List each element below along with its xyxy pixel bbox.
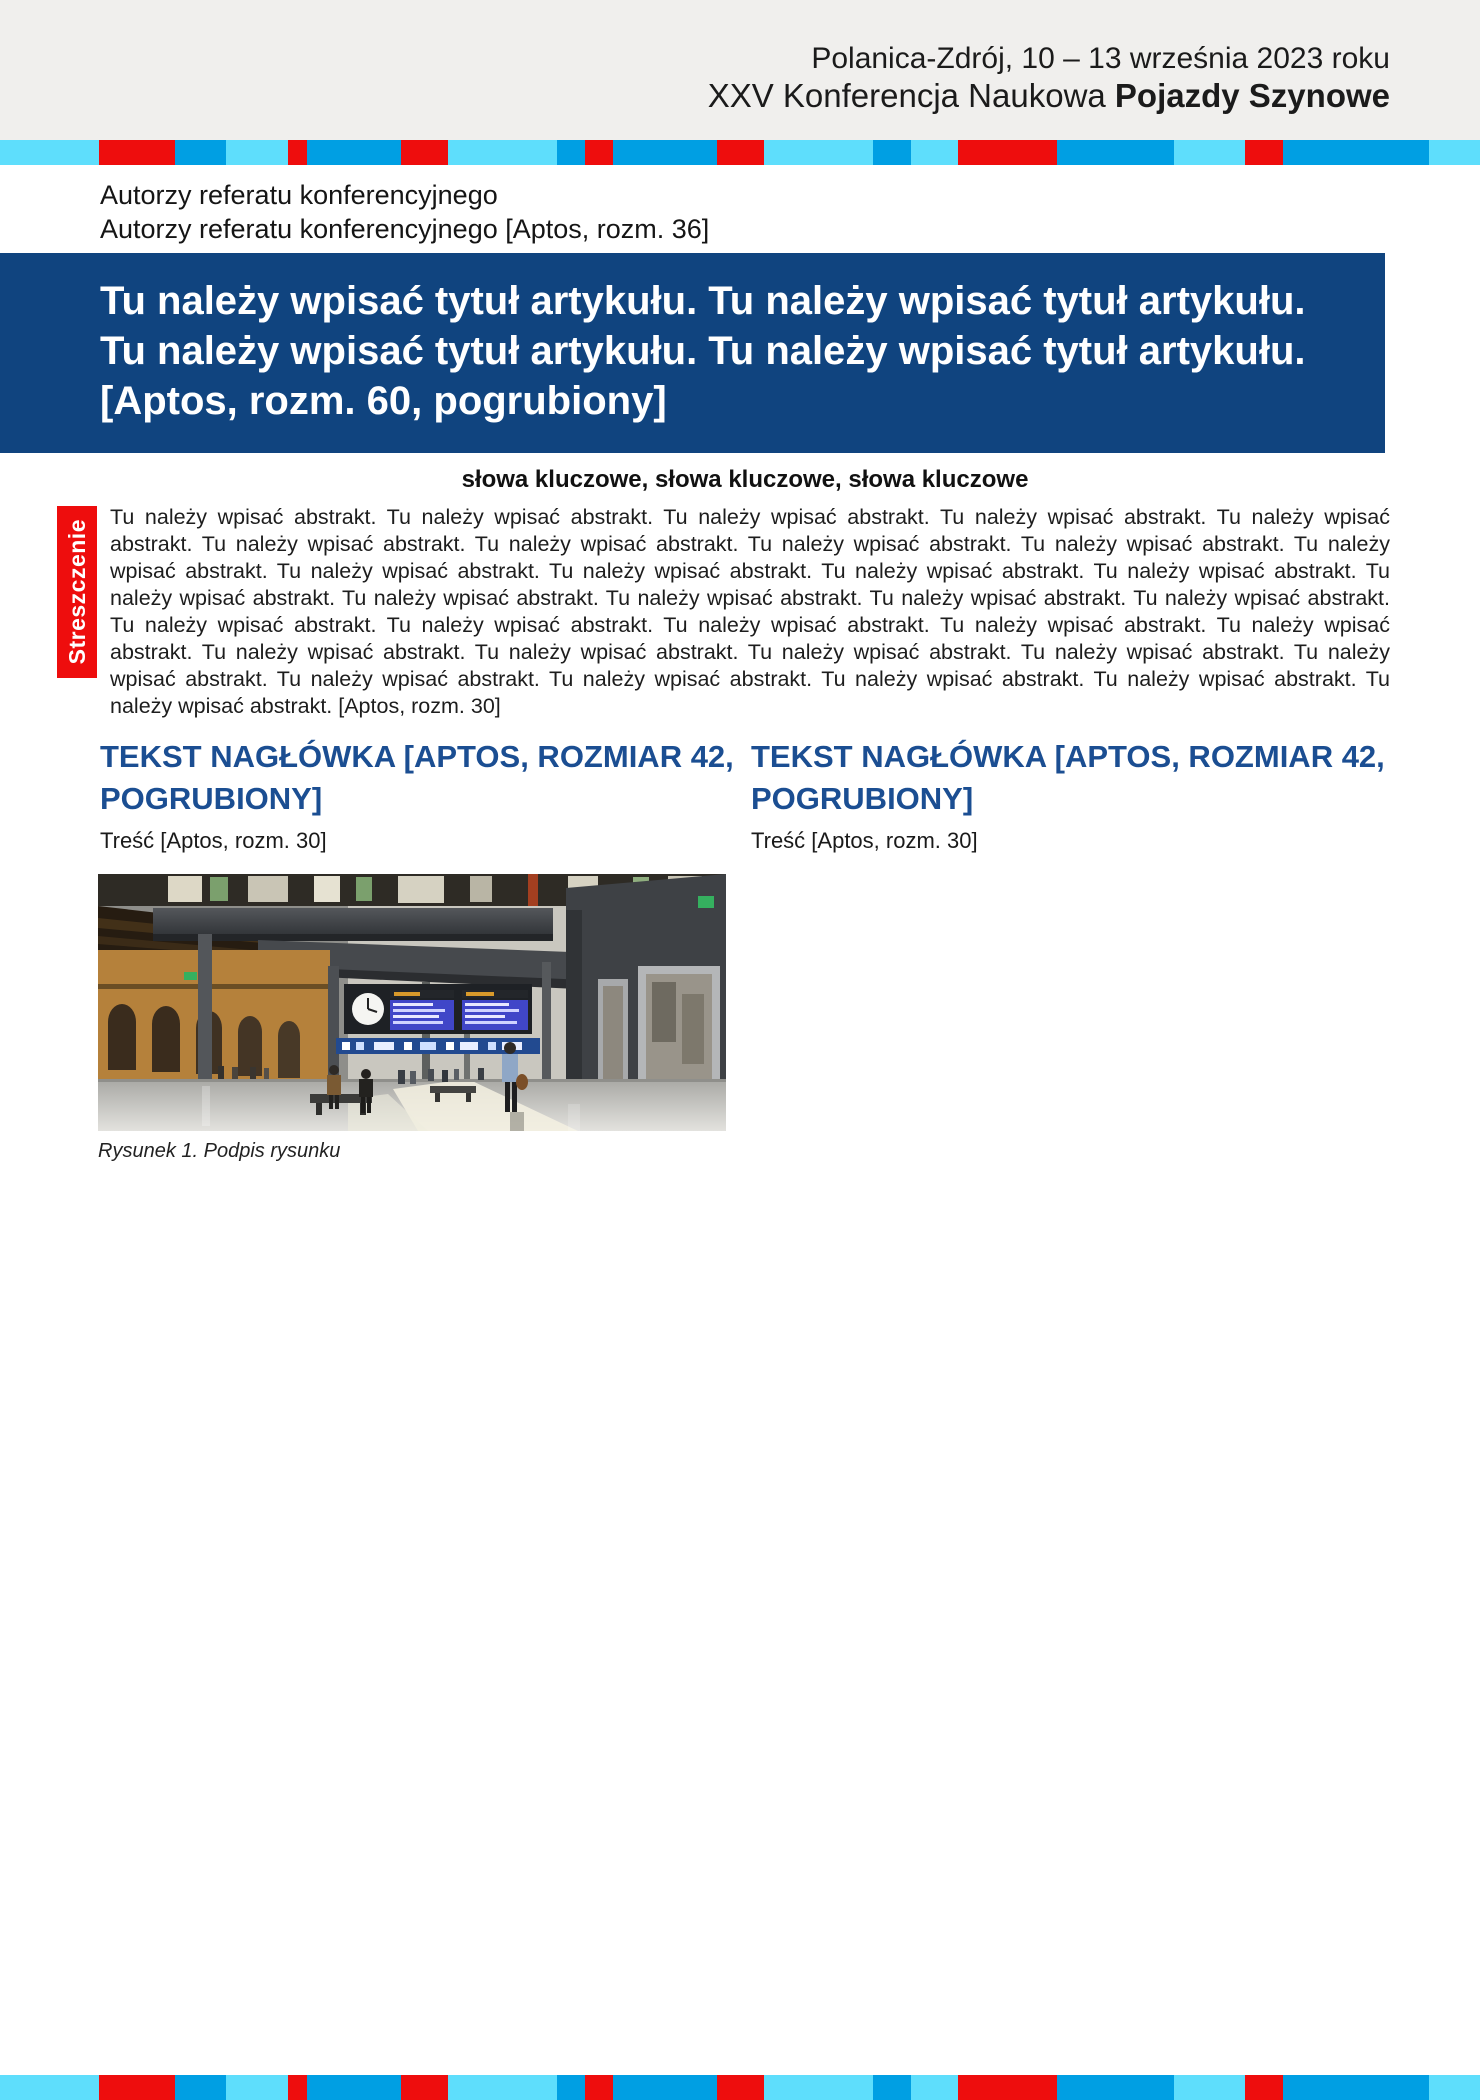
stripe-segment-cyan [1174,140,1245,165]
stripe-segment-red [958,140,1057,165]
abstract-section [57,504,1390,720]
decorative-stripe-top [0,140,1480,165]
stripe-segment-red [288,2075,307,2100]
conference-title-name: Pojazdy Szynowe [1114,77,1390,114]
stripe-segment-red [401,2075,448,2100]
conference-title-prefix: XXV Konferencja Naukowa [707,77,1115,114]
stripe-segment-blue [1057,2075,1174,2100]
column-right [751,736,1390,854]
decorative-stripe-bottom [0,2075,1480,2100]
stripe-segment-cyan [911,2075,958,2100]
stripe-segment-cyan [911,140,958,165]
section-body-right: Treść [Aptos, rozm. 30] [751,828,978,853]
header-band [0,0,1480,140]
stripe-segment-red [1245,2075,1283,2100]
section-body-left: Treść [Aptos, rozm. 30] [100,828,327,853]
authors-block [0,165,1480,246]
stripe-segment-cyan [226,2075,288,2100]
section-heading-left: TEKST NAGŁÓWKA [APTOS, ROZMIAR 42, POGRUBIONY] [100,739,734,816]
stripe-segment-blue [175,2075,226,2100]
abstract-label-box [57,506,97,678]
stripe-segment-red [585,2075,613,2100]
stripe-segment-cyan [448,2075,557,2100]
stripe-segment-cyan [226,140,288,165]
stripe-segment-cyan [0,140,99,165]
stripe-segment-blue [307,2075,401,2100]
stripe-segment-red [958,2075,1057,2100]
abstract-label-text: Streszczenie [63,519,90,665]
conference-title [0,77,1390,115]
stripe-segment-blue [175,140,226,165]
stripe-segment-cyan [764,2075,873,2100]
stripe-segment-cyan [1429,140,1480,165]
stripe-segment-cyan [764,140,873,165]
figure-caption: Rysunek 1. Podpis rysunku [98,1140,341,1162]
stripe-segment-blue [1057,140,1174,165]
stripe-segment-blue [873,2075,911,2100]
stripe-segment-blue [873,140,911,165]
stripe-segment-red [99,140,175,165]
stripe-segment-cyan [1174,2075,1245,2100]
stripe-segment-blue [557,2075,585,2100]
station-photo [98,874,726,1131]
article-title-block [0,253,1385,453]
conference-location-date: Polanica-Zdrój, 10 – 13 września 2023 roku [811,42,1390,75]
stripe-segment-blue [557,140,585,165]
stripe-segment-blue [1283,2075,1429,2100]
authors-line-1: Autorzy referatu konferencyjnego [100,180,498,210]
stripe-segment-blue [307,140,401,165]
authors-line-2: Autorzy referatu konferencyjnego [Aptos, rozm. 36] [100,214,710,244]
stripe-segment-red [717,140,764,165]
column-left [100,736,739,854]
section-heading-right: TEKST NAGŁÓWKA [APTOS, ROZMIAR 42, POGRUBIONY] [751,739,1385,816]
figure-1 [98,874,726,1163]
stripe-segment-red [717,2075,764,2100]
stripe-segment-cyan [0,2075,99,2100]
stripe-segment-red [401,140,448,165]
stripe-segment-blue [1283,140,1429,165]
body-columns [100,736,1390,854]
stripe-segment-red [99,2075,175,2100]
stripe-segment-red [1245,140,1283,165]
article-title-text: Tu należy wpisać tytuł artykułu. Tu należy wpisać tytuł artykułu. Tu należy wpisać tytuł artykułu. Tu należy wpisać tytuł artykułu. [Aptos, rozm. 60, pogrubiony] [100,279,1306,423]
stripe-segment-blue [613,2075,717,2100]
abstract-text: Tu należy wpisać abstrakt. Tu należy wpisać abstrakt. Tu należy wpisać abstrakt. Tu należy wpisać abstrakt. Tu należy wpisać abstrakt. Tu należy wpisać abstrakt. Tu należy wpisać abstrakt. Tu należy wpisać abstrakt. Tu należy wpisać abstrakt. Tu należy wpisać abstrakt. Tu należy wpisać abstrakt. Tu należy wpisać abstrakt. Tu należy wpisać abstrakt. Tu należy wpisać abstrakt. Tu należy wpisać abstrakt. Tu należy wpisać abstrakt. Tu należy wpisać abstrakt. Tu należy wpisać abstrakt. Tu należy wpisać abstrakt. Tu należy wpisać abstrakt. Tu należy wpisać abstrakt. Tu należy wpisać abstrakt. Tu należy wpisać abstrakt. Tu należy wpisać abstrakt. Tu należy wpisać abstrakt. Tu należy wpisać abstrakt. Tu należy wpisać abstrakt. Tu należy wpisać abstrakt. Tu należy wpisać abstrakt. Tu należy wpisać abstrakt. Tu należy wpisać abstrakt. Tu należy wpisać abstrakt. Tu należy wpisać abstrakt. Tu należy wpisać abstrakt. [Aptos, rozm. 30] [110,505,1390,718]
stripe-segment-red [585,140,613,165]
stripe-segment-red [288,140,307,165]
stripe-segment-cyan [1429,2075,1480,2100]
keywords-line: słowa kluczowe, słowa kluczowe, słowa kluczowe [461,466,1029,493]
departure-board [344,984,532,1034]
stripe-segment-cyan [448,140,557,165]
stripe-segment-blue [613,140,717,165]
